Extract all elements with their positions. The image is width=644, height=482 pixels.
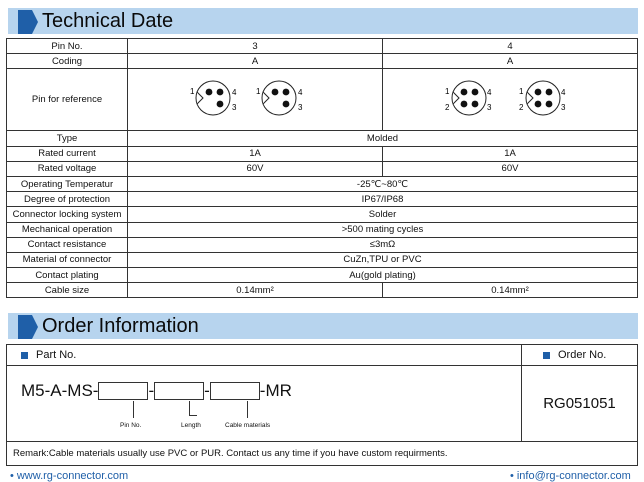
table-row — [7, 237, 638, 252]
row-label: Rated voltage — [7, 161, 128, 176]
row-label: Rated current — [7, 146, 128, 161]
bullet-square-icon — [543, 352, 550, 359]
code-dash: - — [148, 380, 155, 400]
pin-label: 1 — [190, 87, 195, 97]
arrow-marker-icon — [18, 10, 38, 34]
pin-label: 3 — [561, 103, 566, 113]
pin-diagram-3pin — [128, 69, 383, 131]
cell-4pin: 4 — [383, 39, 638, 54]
orderno-header — [543, 348, 606, 362]
cell-span: -25℃~80℃ — [128, 176, 638, 191]
cell-3pin: 60V — [128, 161, 383, 176]
cell-span: CuZn,TPU or PVC — [128, 252, 638, 267]
cell-3pin: 1A — [128, 146, 383, 161]
row-label: Coding — [7, 54, 128, 69]
pin-label: 1 — [519, 87, 524, 97]
website-link[interactable] — [10, 470, 128, 482]
cell-4pin: 0.14mm² — [383, 283, 638, 298]
pin-label: 1 — [256, 87, 261, 97]
cell-3pin: 0.14mm² — [128, 283, 383, 298]
cell-span: Au(gold plating) — [128, 268, 638, 283]
code-suffix: -MR — [259, 380, 292, 400]
cell-span: Solder — [128, 207, 638, 222]
cell-span: ≤3mΩ — [128, 237, 638, 252]
orderno-header-label: Order No. — [558, 349, 607, 361]
table-row — [7, 161, 638, 176]
leader-line — [133, 401, 134, 418]
cell-4pin: 60V — [383, 161, 638, 176]
arrow-marker-icon — [18, 315, 38, 339]
row-label: Mechanical operation — [7, 222, 128, 237]
row-label: Operating Temperatur — [7, 176, 128, 191]
cell-4pin: 1A — [383, 146, 638, 161]
row-label: Type — [7, 131, 128, 146]
part-code — [21, 379, 292, 401]
section-title-order: Order Information — [42, 315, 199, 337]
code-dash: - — [204, 380, 210, 400]
leader-line — [247, 401, 248, 418]
cell-4pin: A — [383, 54, 638, 69]
table-row — [7, 69, 638, 131]
table-row — [7, 146, 638, 161]
pin-label: 3 — [232, 103, 237, 113]
table-row — [7, 207, 638, 222]
table-row — [7, 192, 638, 207]
pin-label: 4 — [232, 88, 237, 98]
pin-label: 1 — [445, 87, 450, 97]
sub-label-pin: Pin No. — [120, 422, 142, 429]
bullet-dot-icon: • — [10, 470, 14, 482]
length-field[interactable] — [154, 382, 204, 400]
sub-label-cable: Cable materials — [225, 422, 271, 429]
bullet-dot-icon: • — [510, 470, 514, 482]
order-number: RG051051 — [543, 395, 616, 412]
connector-3pin-icon — [185, 73, 325, 123]
cell-span: IP67/IP68 — [128, 192, 638, 207]
table-row — [7, 131, 638, 146]
pin-label: 3 — [487, 103, 492, 113]
spec-table — [6, 38, 638, 298]
row-label: Contact resistance — [7, 237, 128, 252]
partno-header — [21, 348, 76, 362]
table-row — [7, 54, 638, 69]
row-label: Material of connector — [7, 252, 128, 267]
section-title-technical: Technical Date — [42, 10, 174, 32]
bullet-square-icon — [21, 352, 28, 359]
cell-span: Molded — [128, 131, 638, 146]
pin-label: 3 — [298, 103, 303, 113]
table-row — [7, 39, 638, 54]
pin-label: 2 — [445, 103, 450, 113]
order-information-banner — [8, 313, 638, 339]
pin-label: 4 — [561, 88, 566, 98]
pin-label: 4 — [487, 88, 492, 98]
connector-4pin-icon — [435, 73, 585, 123]
email-link[interactable] — [510, 470, 631, 482]
sub-label-length: Length — [181, 422, 201, 429]
cell-span: >500 mating cycles — [128, 222, 638, 237]
order-box — [6, 344, 638, 466]
pin-diagram-4pin — [383, 69, 638, 131]
leader-line — [189, 401, 190, 415]
divider — [7, 441, 637, 442]
pin-label: 2 — [519, 103, 524, 113]
technical-date-banner — [8, 8, 638, 34]
row-label: Degree of protection — [7, 192, 128, 207]
row-label: Connector locking system — [7, 207, 128, 222]
code-prefix: M5-A-MS- — [21, 380, 99, 400]
cell-3pin: A — [128, 54, 383, 69]
row-label: Pin for reference — [7, 69, 128, 131]
table-row — [7, 283, 638, 298]
table-row — [7, 176, 638, 191]
pin-no-field[interactable] — [98, 382, 148, 400]
row-label: Contact plating — [7, 268, 128, 283]
cable-material-field[interactable] — [210, 382, 260, 400]
partno-header-label: Part No. — [36, 349, 77, 361]
row-label: Pin No. — [7, 39, 128, 54]
table-row — [7, 268, 638, 283]
table-row — [7, 222, 638, 237]
row-label: Cable size — [7, 283, 128, 298]
email-text: info@rg-connector.com — [516, 470, 631, 482]
pin-label: 4 — [298, 88, 303, 98]
remark-text: Remark:Cable materials usually use PVC or PUR. Contact us any time if you have custom requirments. — [13, 448, 448, 459]
table-row — [7, 252, 638, 267]
leader-line — [189, 415, 197, 416]
cell-3pin: 3 — [128, 39, 383, 54]
website-text: www.rg-connector.com — [16, 470, 129, 482]
